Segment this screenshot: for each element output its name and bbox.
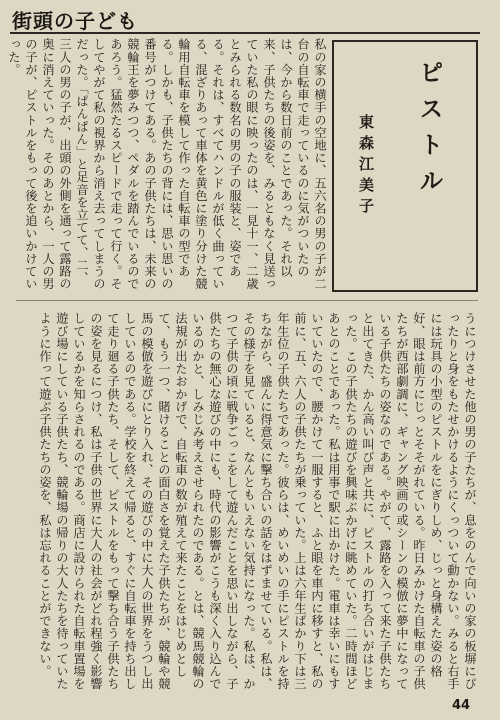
section-divider	[16, 300, 478, 301]
article-author: 東森江美子	[357, 114, 375, 219]
article-title-box	[332, 40, 478, 292]
article-body-top: 私の家の横手の空地に、五六名の男の子が二台の自転車で走っているのに気がついたのは、今から数日前のことであった。それ以来、子供たちの後姿を、みるともなく見送っていた私の眼に映ったのは、一見十一、二歳とみられる数名の男の子の服装と、姿である。それは、すべてハンドルが低く曲っている、混ざりあって車体を黄色に塗り分けた競輪用自転車を模して作った自転車の型である。しかも、子供たちの背には、思い思いの番号がつけてある。あの子供たちは、未来の競輪王を夢みつつ、ペダルを踏んでいるのであろう。猛然たるスピードで走って行く。そしてやがて私の視界から消え去ってしまうのだった。「ぱんぱん」と足音を立てて、二、三人の男の子が、出頭の外側を通って露路の奥に消えていった。そのあとから、一人の男の子が、ピストルをもって後を追いかけていった。	[7, 38, 327, 290]
page-header	[10, 2, 480, 34]
article-body-bottom: うにつけさせた他の男の子たちが、息をのんで向いの家の板塀にぴったりと身をもたせかけるようにくっついて動かない。みると右手には玩具の小型のピストルをにぎりしめ、じっと身構えた姿の格好、眼は前方にじっとそそがれている。昨日みかけた自転車の子供たちが西部劇調に、ギャング映画の或シーンの模倣に夢中になっている子供たちの姿なのである。やがて、露路を入って来た子供たちと出てきた、かん高い叫び声と共に、ピストルの打ち合いがはじまった。この子供たちの遊びを興味ぶかげに眺めていた。二時間ほどあとのことであった。私は用事で駅に出かけた。電車は幸いにもすいていたので、腰かけて一服すると、ふと眼を車内に移すと、私の前に、五、六人の子供たちが乗っていた。上は六年生ばかり下は三年生位の子供たちであった。彼らは、めいめいの手にピストルを持ちながら、盛んに得意気に撃ち合いの話をはずませている。私は、その様子を見ていると、なんともいえない気持になった。私は、かつて子供の頃に戦争ごっこをして遊んだことを思い出しながら、子供たちの無心な遊びの中にも、時代の影響がこうも深く入り込んでいるのかと、しみじみ考えさせられたのである。とは、競馬競輪の法規が出たおかげで、自転車の数が殖えて来たことをはじめとして、もう一つ、賭けることの面白さを覚えた子供たちが、競輪や競馬の模倣を遊びにとり入れ、その遊びの中に大人の世界をうつし出しているのである。学校を終えて帰ると、すぐに自転車を持ち出して走り廻る子供たち、そして、ピストルをもって撃ち合う子供たちの姿を見るにつけ、私は子供の世界に大人の社会がどれ程強く影響しているかを知らされるのである。商店に設けられた自転車置場を遊び場にしている子供たち、競輪場の帰りの大人たちを待っていたように作って遊ぶ子供たちの姿を、私は忘れることができない。	[38, 312, 477, 690]
section-title: 街頭の子ども	[12, 9, 138, 33]
article-title: ピストル	[415, 60, 443, 204]
page-number: 44	[452, 698, 471, 713]
